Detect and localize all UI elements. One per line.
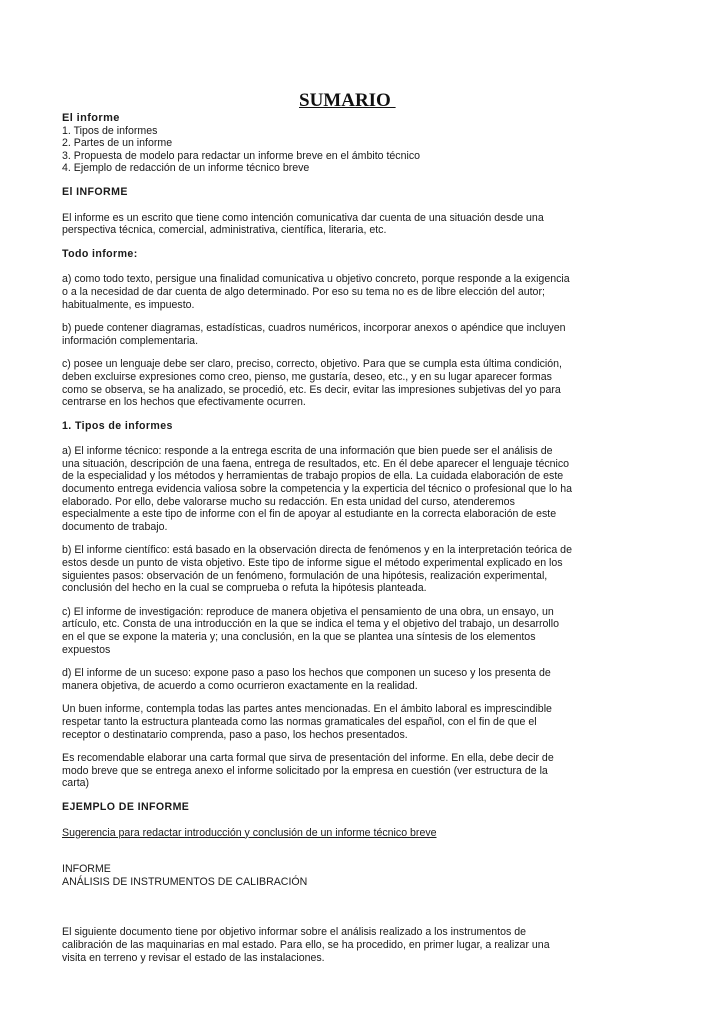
section-heading-tipos: 1. Tipos de informes (62, 419, 173, 432)
toc-item: 2. Partes de un informe (62, 137, 173, 150)
paragraph-buen-informe: Un buen informe, contempla todas las partes antes mencionadas. En el ámbito laboral es imprescindible respetar tanto la estructura planteada como las normas gramaticales del español, con el fin de que el receptor o destinatario comprenda, paso a paso, los hechos presentados. (62, 703, 552, 741)
section-heading-informe: El INFORME (62, 185, 128, 198)
informe-label: INFORME (62, 863, 111, 876)
paragraph-recomendable: Es recomendable elaborar una carta formal que sirva de presentación del informe. En ella, debe decir de modo breve que se entrega anexo el informe solicitado por la empresa en cuestión (ver estructura de la carta) (62, 752, 554, 790)
toc-heading: El informe (62, 112, 120, 124)
sugerencia-link: Sugerencia para redactar introducción y conclusión de un informe técnico breve (62, 826, 437, 839)
toc-item: 4. Ejemplo de redacción de un informe técnico breve (62, 162, 310, 175)
paragraph-tipo-c: c) El informe de investigación: reproduce de manera objetiva el pensamiento de una obra, un ensayo, un artículo, etc. Consta de una introducción en la que se indica el tema y el objetivo del trabajo, un desarrollo en el que se expone la materia y; una conclusión, en la que se plantea una síntesis de los elementos expuestos (62, 605, 560, 656)
paragraph-tipo-b: b) El informe científico: está basado en la observación directa de fenómenos y en la interpretación teórica de estos desde un punto de vista objetivo. Este tipo de informe sigue el método experimental explicado en los siguientes pasos: observación de un fenómeno, formulación de una hipótesis, realización experimental, conclusión del hecho en la cual se comprueba o refuta la hipótesis planteada. (62, 544, 572, 595)
paragraph-point-c: c) posee un lenguaje debe ser claro, preciso, correcto, objetivo. Para que se cumpla esta última condición, deben excluirse expresiones como creo, pienso, me gustaría, deseo, etc., y en su lugar aparecer formas como se observa, se ha analizado, se procedió, etc. Es decir, evitar las impresiones subjetivas del yo para centrarse en los hechos que efectivamente ocurren. (62, 358, 562, 409)
page-title: SUMARIO (299, 90, 396, 111)
section-heading-todo-informe: Todo informe: (62, 247, 138, 260)
paragraph-point-b: b) puede contener diagramas, estadísticas, cuadros numéricos, incorporar anexos o apéndice que incluyen información complementaria. (62, 322, 566, 347)
toc-item: 1. Tipos de informes (62, 124, 158, 137)
paragraph-point-a: a) como todo texto, persigue una finalidad comunicativa u objetivo concreto, porque responde a la exigencia o a la necesidad de dar cuenta de algo determinado. Por eso su tema no es de libre elección del autor; habitualmente, es impuesto. (62, 273, 570, 311)
paragraph-documento: El siguiente documento tiene por objetivo informar sobre el análisis realizado a los instrumentos de calibración de las maquinarias en mal estado. Para ello, se ha procedido, en primer lugar, a realizar una visita en terreno y revisar el estado de las instalaciones. (62, 926, 550, 964)
toc-item: 3. Propuesta de modelo para redactar un informe breve en el ámbito técnico (62, 149, 421, 162)
paragraph-intro: El informe es un escrito que tiene como intención comunicativa dar cuenta de una situación desde una perspectiva técnica, comercial, administrativa, científica, literaria, etc. (62, 211, 544, 237)
document-body (62, 82, 572, 964)
section-heading-ejemplo: EJEMPLO DE INFORME (62, 800, 190, 813)
informe-subtitle: ANÁLISIS DE INSTRUMENTOS DE CALIBRACIÓN (62, 875, 308, 888)
paragraph-tipo-a: a) El informe técnico: responde a la entrega escrita de una información que bien puede ser el análisis de una situación, descripción de una faena, entrega de resultados, etc. En él debe aparecer el lenguaje técnico de la especialidad y los métodos y herramientas de trabajo propios de ella. La cuidada elaboración de este documento entrega evidencia valiosa sobre la competencia y la experticia del técnico o profesional que lo ha elaborado. Por ello, debe valorarse mucho su redacción. En esta unidad del curso, atenderemos especialmente a este tipo de informe con el fin de apoyar al estudiante en la correcta elaboración de este documento de trabajo. (62, 445, 572, 533)
paragraph-tipo-d: d) El informe de un suceso: expone paso a paso los hechos que componen un suceso y los presenta de manera objetiva, de acuerdo a como ocurrieron exactamente en la realidad. (62, 667, 551, 692)
table-of-contents (62, 112, 572, 175)
